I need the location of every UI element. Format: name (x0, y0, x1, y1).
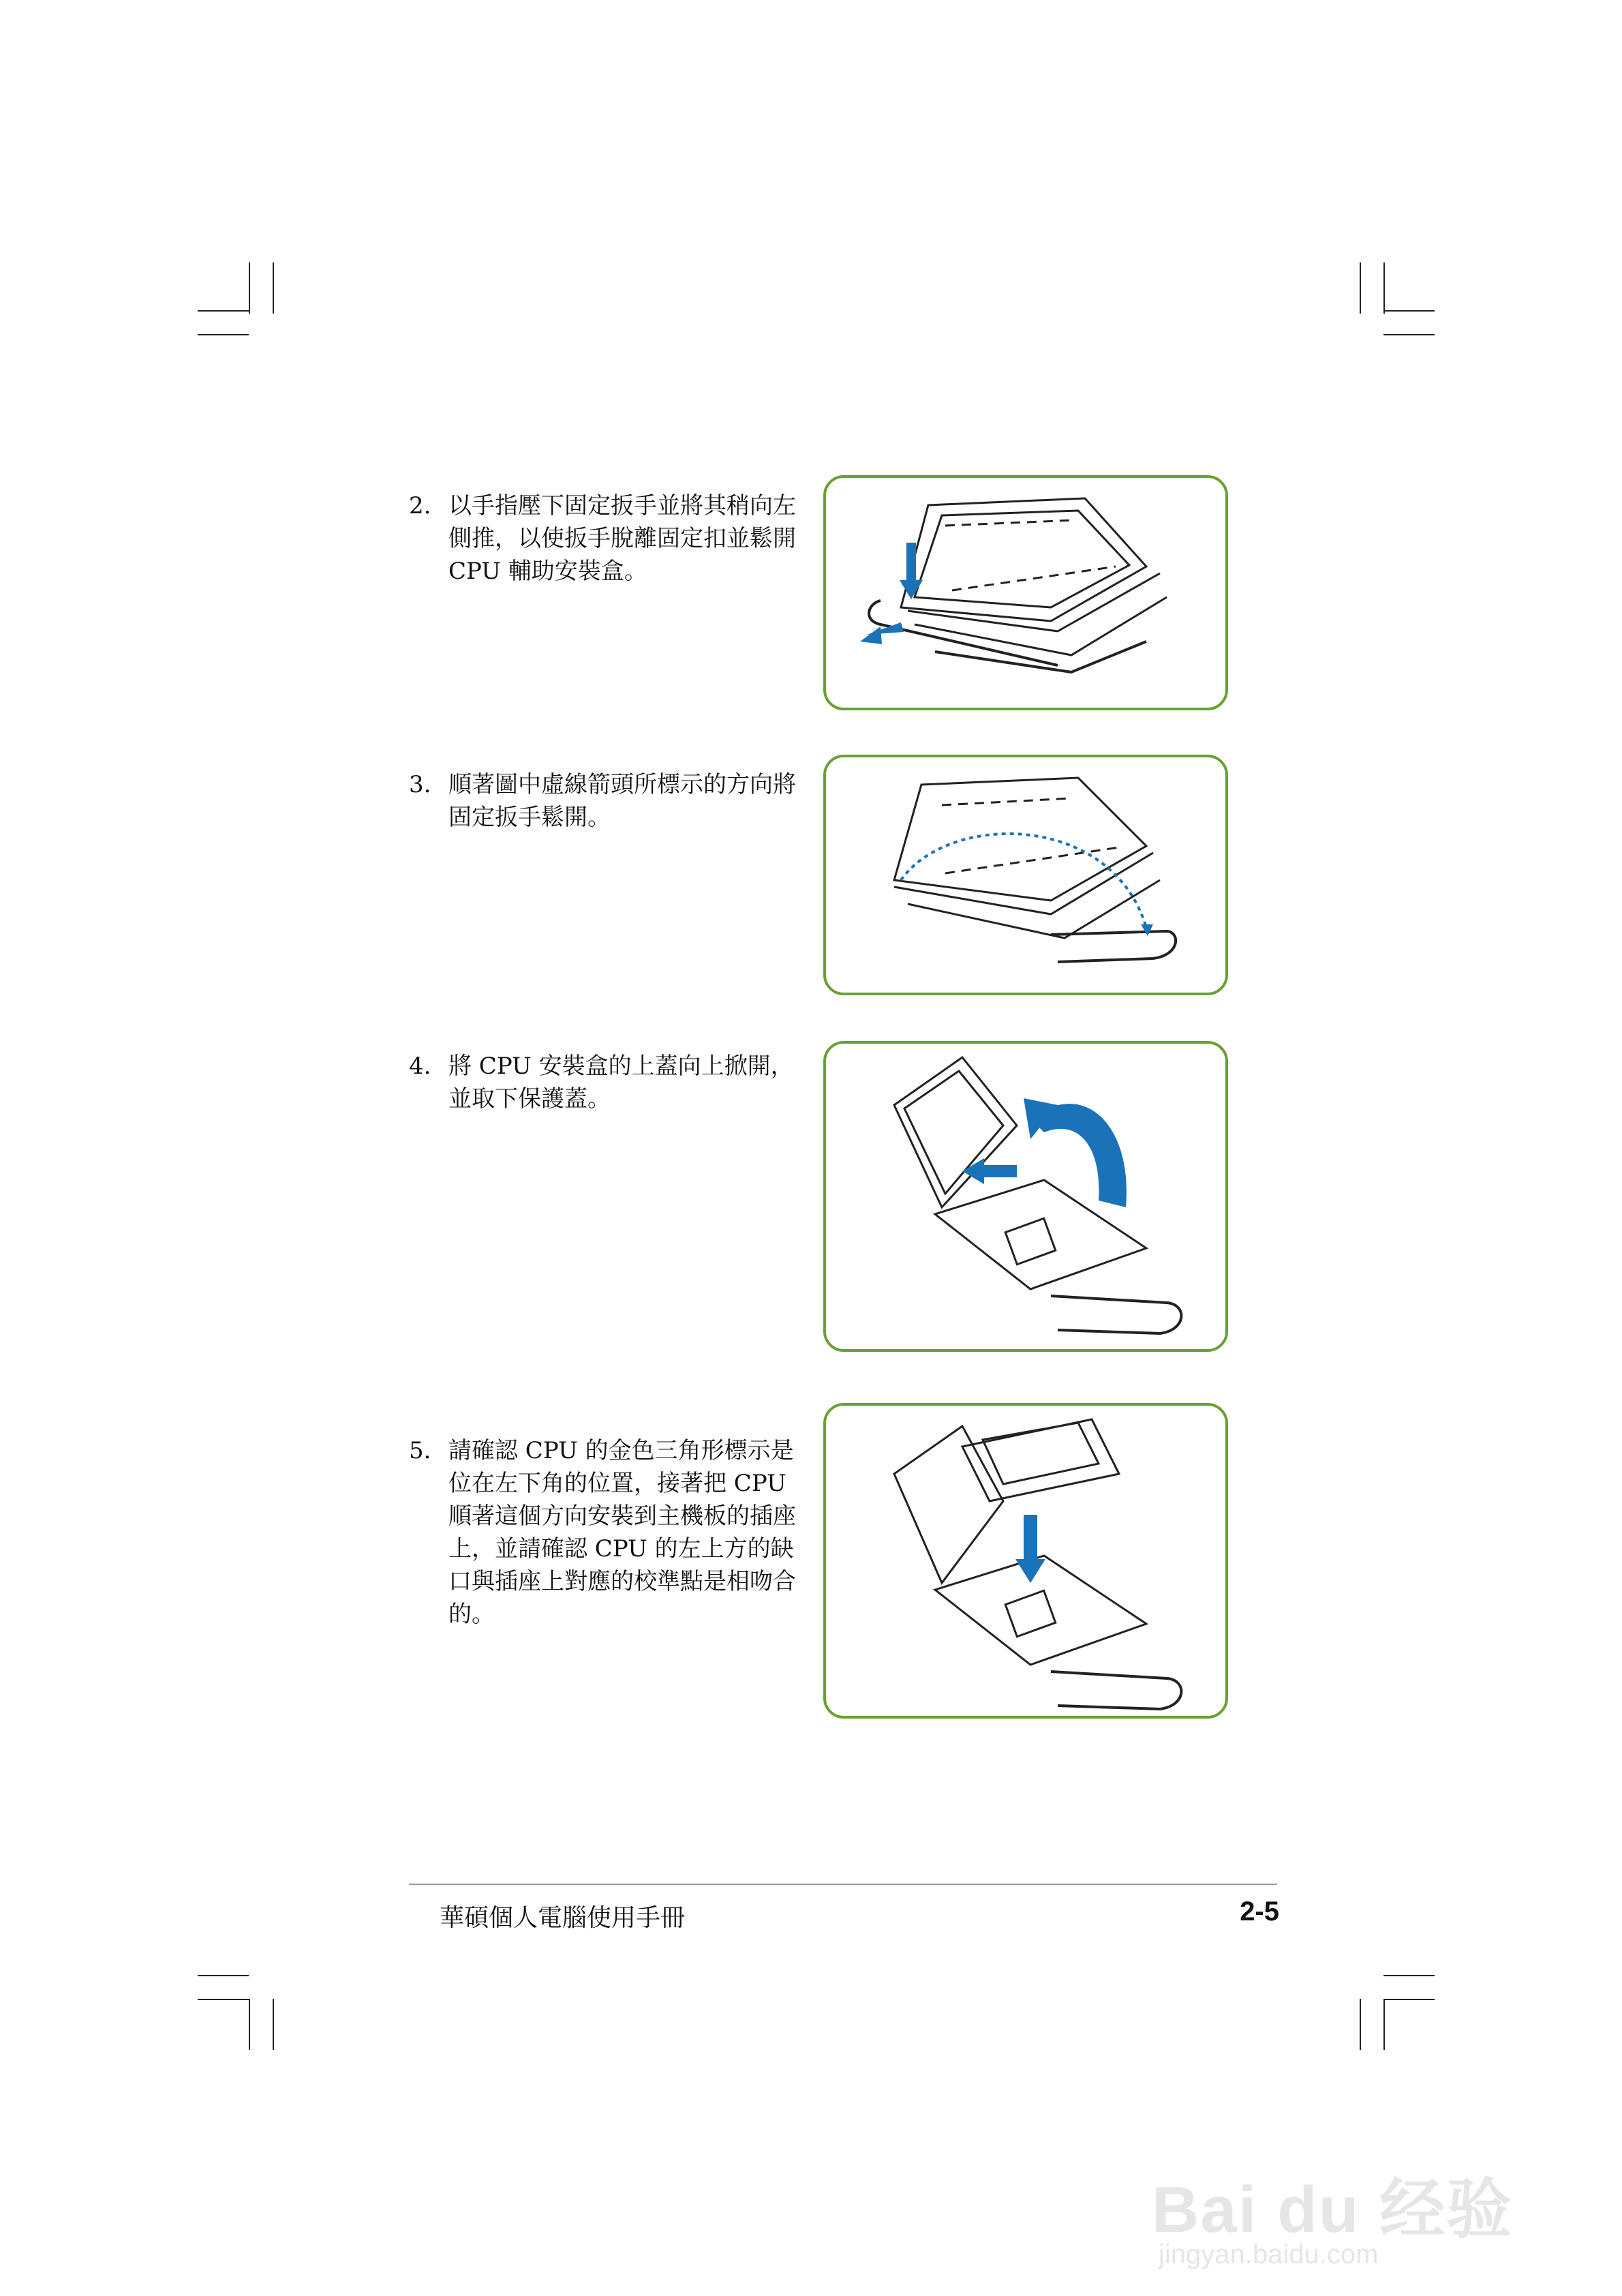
step-number: 3. (409, 771, 431, 798)
crop-mark (198, 1975, 249, 1976)
crop-mark (1383, 262, 1385, 314)
footer-rule (409, 1884, 1277, 1885)
step-text: 以手指壓下固定扳手並將其稍向左側推，以使扳手脫離固定扣並鬆開 CPU 輔助安裝盒。 (448, 492, 796, 585)
step-4 (409, 1050, 794, 1118)
illustration-release-lever (823, 475, 1228, 710)
crop-mark (1360, 1999, 1361, 2050)
crop-mark (1383, 334, 1435, 335)
step-text: 請確認 CPU 的金色三角形標示是位在左下角的位置，接著把 CPU 順著這個方向安裝到主機板的插座上，並請確認 CPU 的左上方的缺口與插座上對應的校準點是相吻合的。 (448, 1437, 796, 1628)
step-text: 將 CPU 安裝盒的上蓋向上掀開，並取下保護蓋。 (448, 1053, 794, 1113)
crop-mark (249, 1999, 250, 2050)
crop-mark (198, 310, 249, 312)
crop-mark (1383, 1975, 1435, 1976)
step-text: 順著圖中虛線箭頭所標示的方向將固定扳手鬆開。 (448, 771, 796, 831)
crop-mark (198, 334, 249, 335)
crop-mark (1383, 310, 1435, 312)
illustration-lift-cover (823, 1041, 1228, 1352)
crop-mark (273, 262, 274, 314)
step-number: 5. (409, 1437, 431, 1464)
illustration-insert-cpu (823, 1403, 1228, 1719)
crop-mark (249, 262, 250, 314)
crop-mark (198, 1999, 249, 2000)
watermark-logo: Bai du 经验 (1152, 2173, 1514, 2246)
step-2 (409, 489, 796, 612)
crop-mark (1383, 1999, 1385, 2050)
crop-mark (1360, 262, 1361, 314)
step-3 (409, 768, 796, 836)
crop-mark (1383, 1999, 1435, 2000)
illustration-open-lever (823, 755, 1228, 995)
page-number: 2-5 (1240, 1897, 1279, 1927)
step-number: 4. (409, 1053, 431, 1080)
crop-mark (273, 1999, 274, 2050)
step-number: 2. (409, 492, 431, 519)
footer-title: 華碩個人電腦使用手冊 (440, 1904, 686, 1932)
watermark-url: jingyan.baidu.com (1159, 2239, 1379, 2269)
step-5 (409, 1434, 796, 1639)
